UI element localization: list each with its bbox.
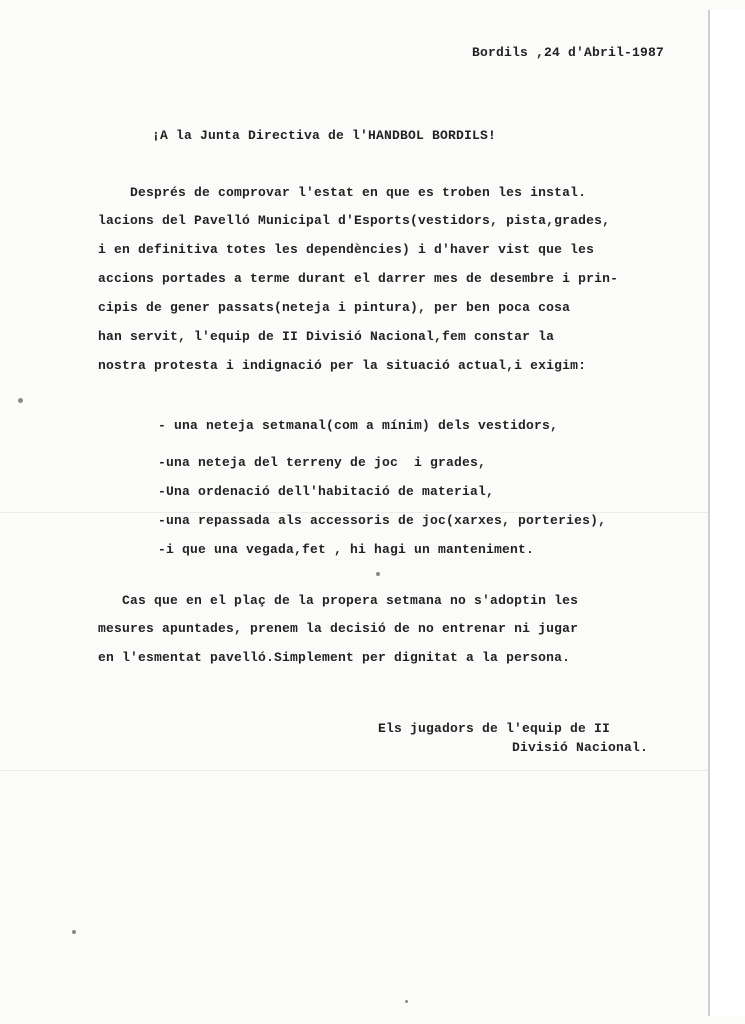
signature-line: Els jugadors de l'equip de II xyxy=(378,721,611,736)
letter-addressee: ¡A la Junta Directiva de l'HANDBOL BORDILS! xyxy=(152,128,497,143)
paragraph-1-line: lacions del Pavelló Municipal d'Esports(vestidors, pista,grades, xyxy=(98,213,611,228)
paragraph-2-line: en l'esmentat pavelló.Simplement per dignitat a la persona. xyxy=(98,650,571,665)
paragraph-1-line: cipis de gener passats(neteja i pintura), per ben poca cosa xyxy=(98,300,571,315)
demand-item: -una repassada als accessoris de joc(xarxes, porteries), xyxy=(158,513,607,528)
demand-item: - una neteja setmanal(com a mínim) dels vestidors, xyxy=(158,418,559,433)
demand-item: -Una ordenació dell'habitació de material, xyxy=(158,484,495,499)
demand-item: -i que una vegada,fet , hi hagi un manteniment. xyxy=(158,542,535,557)
scan-speck xyxy=(72,930,76,934)
demand-item: -una neteja del terreny de joc i grades, xyxy=(158,455,487,470)
scan-speck xyxy=(405,1000,408,1003)
letter-date: Bordils ,24 d'Abril-1987 xyxy=(472,45,665,60)
scan-speck xyxy=(18,398,23,403)
paragraph-1-line: i en definitiva totes les dependències) i d'haver vist que les xyxy=(98,242,595,257)
paragraph-1-line: Després de comprovar l'estat en que es troben les instal. xyxy=(98,185,587,200)
scan-margin xyxy=(710,10,745,1016)
scan-speck xyxy=(376,572,380,576)
signature-line: Divisió Nacional. xyxy=(512,740,649,755)
fold-line xyxy=(0,770,708,771)
paragraph-2-line: Cas que en el plaç de la propera setmana no s'adoptin les xyxy=(98,593,579,608)
paragraph-1-line: han servit, l'equip de II Divisió Nacional,fem constar la xyxy=(98,329,555,344)
paragraph-1-line: nostra protesta i indignació per la situació actual,i exigim: xyxy=(98,358,587,373)
paragraph-2-line: mesures apuntades, prenem la decisió de no entrenar ni jugar xyxy=(98,621,579,636)
paragraph-1-line: accions portades a terme durant el darrer mes de desembre i prin- xyxy=(98,271,619,286)
